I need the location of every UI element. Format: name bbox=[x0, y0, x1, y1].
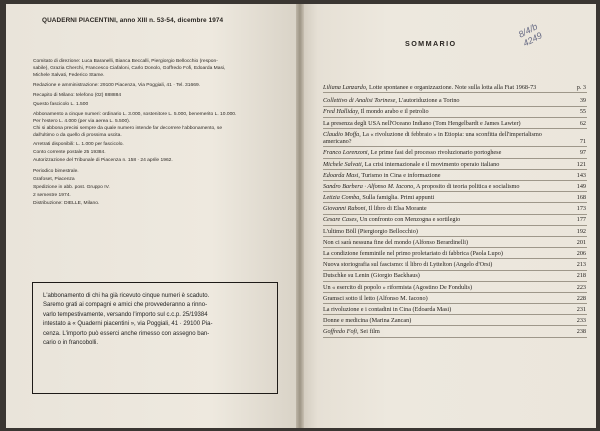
subscription-notice-box bbox=[32, 282, 278, 394]
toc-entry-text bbox=[323, 272, 587, 279]
toc-title: Le prime fasi del processo rivoluzionario portoghese bbox=[369, 149, 502, 157]
toc-page-number: 206 bbox=[576, 250, 586, 258]
imprint-line: Distribuzione: DIELLE, Milano. bbox=[33, 201, 100, 206]
notice-line: Saremo grati ai compagni e amici che provvederanno a rinno- bbox=[43, 302, 208, 309]
toc-title: Sei film bbox=[358, 328, 380, 336]
toc-entry-text bbox=[323, 328, 587, 335]
toc-page-number: 149 bbox=[576, 182, 586, 190]
sommario-heading: SOMMARIO bbox=[405, 39, 457, 48]
toc-title: Il mondo arabo e il petrolio bbox=[359, 108, 429, 116]
toc-entry-text bbox=[323, 306, 587, 313]
toc-author: Michele Salvati, bbox=[323, 160, 364, 168]
toc-entry bbox=[323, 183, 587, 192]
toc-entry bbox=[323, 250, 587, 259]
imprint-line: dall'ultimo o da quello di prossima uscita. bbox=[33, 133, 122, 138]
toc-title: Sulla famiglia. Primi appunti bbox=[360, 194, 435, 202]
toc-author: Sandro Barbera · Alfonso M. Iacono, bbox=[323, 182, 415, 190]
toc-entry bbox=[323, 149, 587, 158]
toc-title: L'ultimo Böll (Piergiorgio Bellocchio) bbox=[323, 227, 418, 235]
toc-entry bbox=[323, 317, 587, 326]
toc-page-number: 39 bbox=[579, 97, 586, 105]
toc-page-number: 143 bbox=[576, 171, 586, 179]
notice-line: intestato a « Quaderni piacentini », via Poggiali, 41 · 29100 Pia- bbox=[43, 321, 213, 328]
toc-entry bbox=[323, 97, 587, 106]
toc-page-number: 62 bbox=[579, 119, 586, 127]
toc-page-number: 168 bbox=[576, 194, 586, 202]
notice-line: L'abbonamento di chi ha già ricevuto cinque numeri è scaduto. bbox=[43, 293, 210, 299]
toc-title: Gramsci sotto il letto (Alfonso M. Iacono) bbox=[323, 294, 428, 302]
imprint-line: Abbonamento a cinque numeri: ordinario L. 3.000, sostenitore L. 5.000, benemerito L. 10.000. bbox=[33, 112, 237, 117]
toc-entry-text bbox=[323, 317, 587, 324]
toc-entry-text bbox=[323, 183, 587, 190]
toc-entry-text bbox=[323, 261, 587, 268]
imprint-line: Chi si abbona precisi sempre da quale numero intende far decorrere l'abbonamento, se bbox=[33, 126, 223, 131]
table-of-contents bbox=[323, 84, 587, 340]
toc-title: La rivoluzione e i contadini in Cina (Edoarda Masi) bbox=[323, 305, 452, 313]
imprint-line: Spedizione in abb. post. Gruppo IV. bbox=[33, 185, 110, 190]
toc-entry-text bbox=[323, 84, 587, 91]
toc-author: Franco Lorenzoni, bbox=[323, 149, 370, 157]
toc-page-number: 173 bbox=[576, 205, 586, 213]
toc-title: A proposito di teoria politica e socialismo bbox=[414, 182, 520, 190]
toc-entry bbox=[323, 328, 587, 337]
toc-entry bbox=[323, 84, 587, 93]
imprint-line: Periodico bimestrale. bbox=[33, 169, 79, 174]
toc-author: Cesare Cases, bbox=[323, 216, 359, 224]
toc-page-number: 97 bbox=[579, 149, 586, 157]
toc-title: Donne e medicina (Marina Zancan) bbox=[323, 317, 412, 325]
toc-page-number: 192 bbox=[576, 227, 586, 235]
toc-title: Dutschke su Lenin (Giorgio Backhaus) bbox=[323, 272, 420, 280]
toc-entry bbox=[323, 131, 587, 148]
masthead-title: QUADERNI PIACENTINI, anno XIII n. 53-54, dicembre 1974 bbox=[42, 17, 224, 24]
toc-author: Letizia Comba, bbox=[323, 194, 361, 202]
toc-entry bbox=[323, 172, 587, 181]
toc-author: Goffredo Fofi, bbox=[323, 328, 359, 336]
toc-page-number: p. 3 bbox=[576, 84, 586, 91]
toc-page-number: 233 bbox=[576, 317, 586, 325]
toc-title: L'autoriduzione a Torino bbox=[396, 97, 460, 105]
imprint-line: Arretrati disponibili: L. 1.000 per fascicolo. bbox=[33, 142, 124, 147]
toc-title: Turismo in Cina e informazione bbox=[359, 171, 441, 179]
toc-entry-text bbox=[323, 284, 587, 291]
toc-page-number: 55 bbox=[579, 108, 586, 116]
toc-entry bbox=[323, 120, 587, 129]
toc-entry-text bbox=[323, 108, 587, 115]
toc-entry bbox=[323, 205, 587, 214]
notice-line: cenza. L'importo può esserci anche rimesso con assegno ban- bbox=[43, 330, 210, 337]
toc-entry bbox=[323, 306, 587, 315]
toc-entry bbox=[323, 216, 587, 225]
toc-title: Nuova storiografia sul fascismo: il libro di Lyttelton (Angelo d'Orsi) bbox=[323, 261, 493, 269]
toc-entry-text bbox=[323, 228, 587, 235]
subscription-notice-text bbox=[43, 292, 271, 348]
toc-entry-text bbox=[323, 205, 587, 212]
toc-page-number: 218 bbox=[576, 272, 586, 280]
toc-author: Fred Halliday, bbox=[323, 108, 360, 116]
toc-page-number: 228 bbox=[576, 294, 586, 302]
toc-author: Giovanni Raboni, bbox=[323, 205, 367, 213]
toc-entry-text bbox=[323, 216, 587, 223]
toc-page-number: 223 bbox=[576, 283, 586, 291]
toc-author: Collettivo di Analisi Torinese, bbox=[323, 97, 397, 105]
toc-entry-text bbox=[323, 149, 587, 156]
toc-author: Edoarda Masi, bbox=[323, 171, 360, 179]
toc-entry bbox=[323, 194, 587, 203]
toc-title: La « rivoluzione di febbraio » in Etiopia: una sconfitta dell'imperialismo americano? bbox=[323, 130, 542, 146]
toc-entry bbox=[323, 272, 587, 281]
notice-line: cario o in francobolli. bbox=[43, 340, 99, 347]
toc-entry bbox=[323, 228, 587, 237]
toc-page-number: 213 bbox=[576, 261, 586, 269]
toc-author: Claudio Moffa, bbox=[323, 130, 361, 138]
toc-title: La presenza degli USA nell'Oceano Indiano (Tom Hengelbardt e James Lawter) bbox=[323, 119, 521, 127]
imprint-line: Conto corrente postale 25 19384. bbox=[33, 150, 106, 155]
toc-title: Non ci sarà nessuna fine del mondo (Alfonso Berardinelli) bbox=[323, 238, 469, 246]
toc-entry-text bbox=[323, 120, 587, 127]
imprint-line: Redazione e amministrazione: 29100 Piacenza, Via Poggiali, 41 · Tel. 31669. bbox=[33, 83, 201, 88]
toc-page-number: 238 bbox=[576, 328, 586, 336]
notice-line: varlo tempestivamente, versando l'importo sul c.c.p. 25/19384 bbox=[43, 311, 208, 318]
toc-entry-text bbox=[323, 250, 587, 257]
toc-entry-text bbox=[323, 131, 587, 146]
toc-title: Un « esercito di popolo » riformista (Agostino De Fondulis) bbox=[323, 283, 472, 291]
book-gutter bbox=[296, 4, 304, 428]
imprint-line: Per l'estero L. 4.000 (per via aerea L. 5.500). bbox=[33, 119, 131, 124]
toc-title: La condizione femminile nel primo proletariato di fabbrica (Paola Lupo) bbox=[323, 250, 503, 258]
toc-page-number: 71 bbox=[579, 138, 586, 146]
toc-entry-text bbox=[323, 239, 587, 246]
imprint-line: Michele Salvati, Federico Stame. bbox=[33, 73, 105, 78]
imprint-line: Questo fascicolo L. 1.500 bbox=[33, 102, 89, 107]
toc-page-number: 177 bbox=[576, 216, 586, 224]
toc-title: Un confronto con Menzogna e sortilegio bbox=[358, 216, 461, 224]
toc-entry-text bbox=[323, 97, 587, 104]
toc-entry bbox=[323, 284, 587, 293]
toc-page-number: 231 bbox=[576, 305, 586, 313]
toc-entry bbox=[323, 295, 587, 304]
toc-author: Liliana Lanzardo, bbox=[323, 84, 368, 91]
toc-page-number: 121 bbox=[576, 160, 586, 168]
toc-entry bbox=[323, 239, 587, 248]
toc-entry bbox=[323, 161, 587, 170]
pencil-annotation: 8/4/b 4249 bbox=[516, 21, 544, 49]
imprint-line: Comitato di direzione: Luca Baranelli, Bianca Beccalli, Piergiorgio Bellocchio (respon- bbox=[33, 59, 218, 64]
imprint-line: 2 semestre 1974. bbox=[33, 193, 71, 198]
toc-entry-text bbox=[323, 295, 587, 302]
imprint-line: Autorizzazione del Tribunale di Piacenza n. 158 · 24 aprile 1962. bbox=[33, 158, 173, 163]
imprint-line: sabile), Grazia Cherchi, Francesco Ciafaloni, Carlo Donolo, Goffredo Fofi, Edoarda Masi, bbox=[33, 66, 226, 71]
toc-title: La crisi internazionale e il movimento operaio italiano bbox=[363, 160, 500, 168]
toc-entry-text bbox=[323, 161, 587, 168]
toc-entry-text bbox=[323, 194, 587, 201]
toc-title: Lotte spontanee e organizzazione. Note sulla lotta alla Fiat 1968-73 bbox=[367, 84, 537, 91]
imprint-line: Grafoset, Piacenza bbox=[33, 177, 75, 182]
toc-entry bbox=[323, 261, 587, 270]
toc-page-number: 201 bbox=[576, 238, 586, 246]
toc-entry bbox=[323, 108, 587, 117]
toc-title: Il libro di Elsa Morante bbox=[367, 205, 427, 213]
toc-entry-text bbox=[323, 172, 587, 179]
imprint-line: Recapito di Milano: telefono (02) 888884 bbox=[33, 93, 122, 98]
